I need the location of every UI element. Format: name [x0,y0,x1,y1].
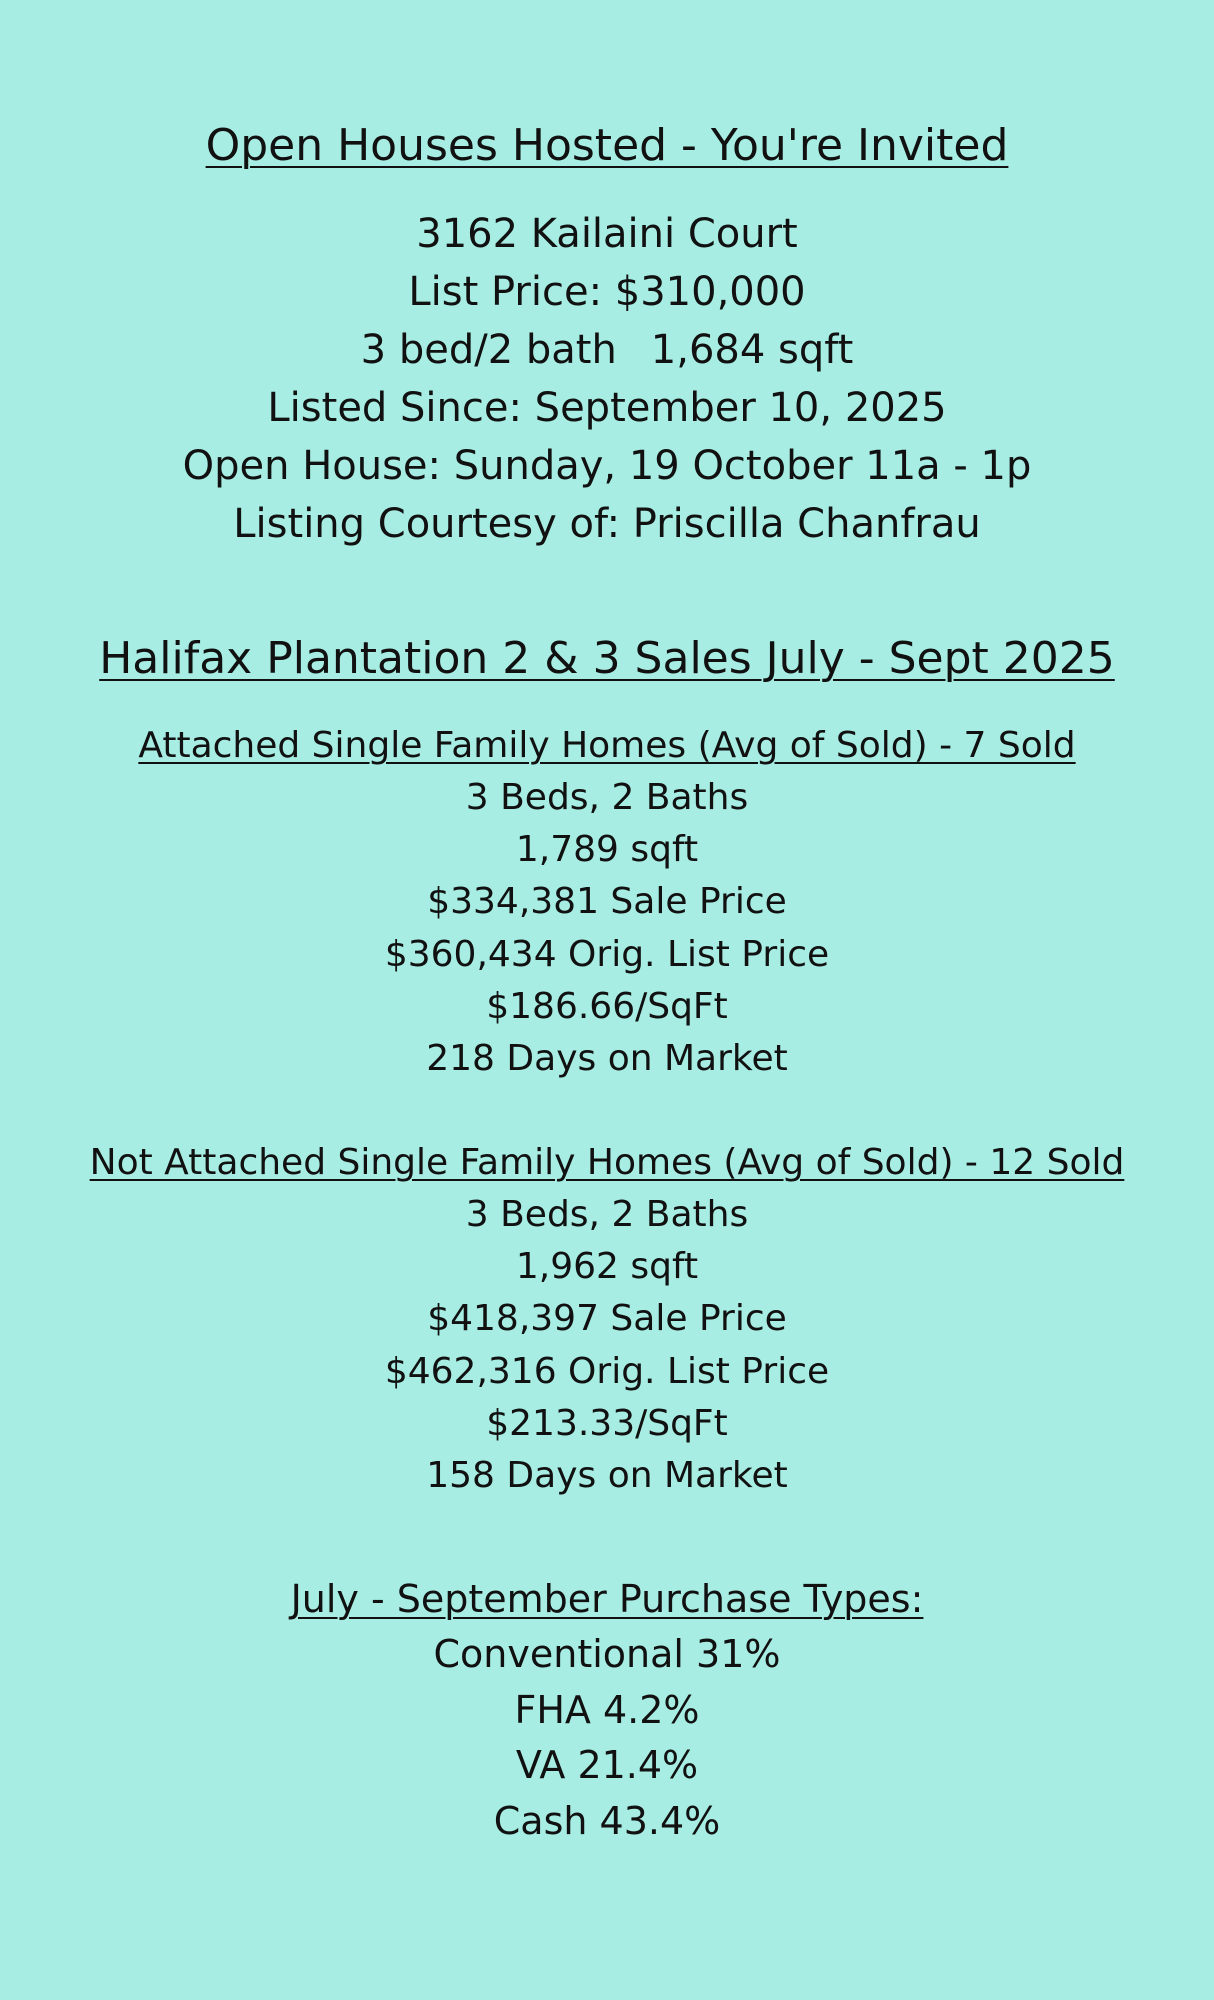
attached-homes-heading: Attached Single Family Homes (Avg of Sold) - 7 Sold [138,725,1076,766]
attached-days-on-market: 218 Days on Market [426,1038,788,1080]
not-attached-orig-list-price: $462,316 Orig. List Price [384,1350,830,1392]
attached-beds-baths: 3 Beds, 2 Baths [465,777,749,818]
attached-homes-section [0,720,1214,1085]
listing-courtesy: Listing Courtesy of: Priscilla Chanfrau [233,501,981,547]
attached-orig-list-price: $360,434 Orig. List Price [384,933,830,975]
not-attached-beds-baths: 3 Beds, 2 Baths [465,1194,749,1235]
not-attached-sqft: 1,962 sqft [515,1246,699,1288]
not-attached-homes-section [0,1137,1214,1502]
listing-size [0,321,1214,379]
purchase-type-fha: FHA 4.2% [514,1687,700,1732]
open-houses-title: Open Houses Hosted - You're Invited [205,120,1009,171]
not-attached-sale-price: $418,397 Sale Price [427,1298,787,1340]
attached-price-per-sqft: $186.66/SqFt [486,985,728,1027]
purchase-type-cash: Cash 43.4% [493,1798,721,1843]
attached-sqft: 1,789 sqft [515,829,699,871]
listing-beds-baths: 3 bed/2 bath [360,327,617,373]
purchase-types-heading: July - September Purchase Types: [290,1577,924,1621]
listing-sqft: 1,684 sqft [650,327,854,373]
listing-open-house: Open House: Sunday, 19 October 11a - 1p [182,443,1032,489]
not-attached-homes-heading: Not Attached Single Family Homes (Avg of Sold) - 12 Sold [89,1142,1125,1183]
not-attached-days-on-market: 158 Days on Market [426,1455,788,1497]
attached-sale-price: $334,381 Sale Price [427,881,787,923]
open-houses-section [0,118,1214,174]
listing-price: List Price: $310,000 [408,269,806,315]
purchase-type-va: VA 21.4% [515,1743,699,1787]
purchase-type-conventional: Conventional 31% [433,1632,781,1676]
sales-title: Halifax Plantation 2 & 3 Sales July - Sept 2025 [99,633,1115,684]
sales-section [0,631,1214,687]
listing-since: Listed Since: September 10, 2025 [267,385,947,431]
listing-address: 3162 Kailaini Court [416,211,798,257]
not-attached-price-per-sqft: $213.33/SqFt [486,1402,728,1444]
purchase-types-section [0,1572,1214,1849]
listing-details [0,205,1214,553]
